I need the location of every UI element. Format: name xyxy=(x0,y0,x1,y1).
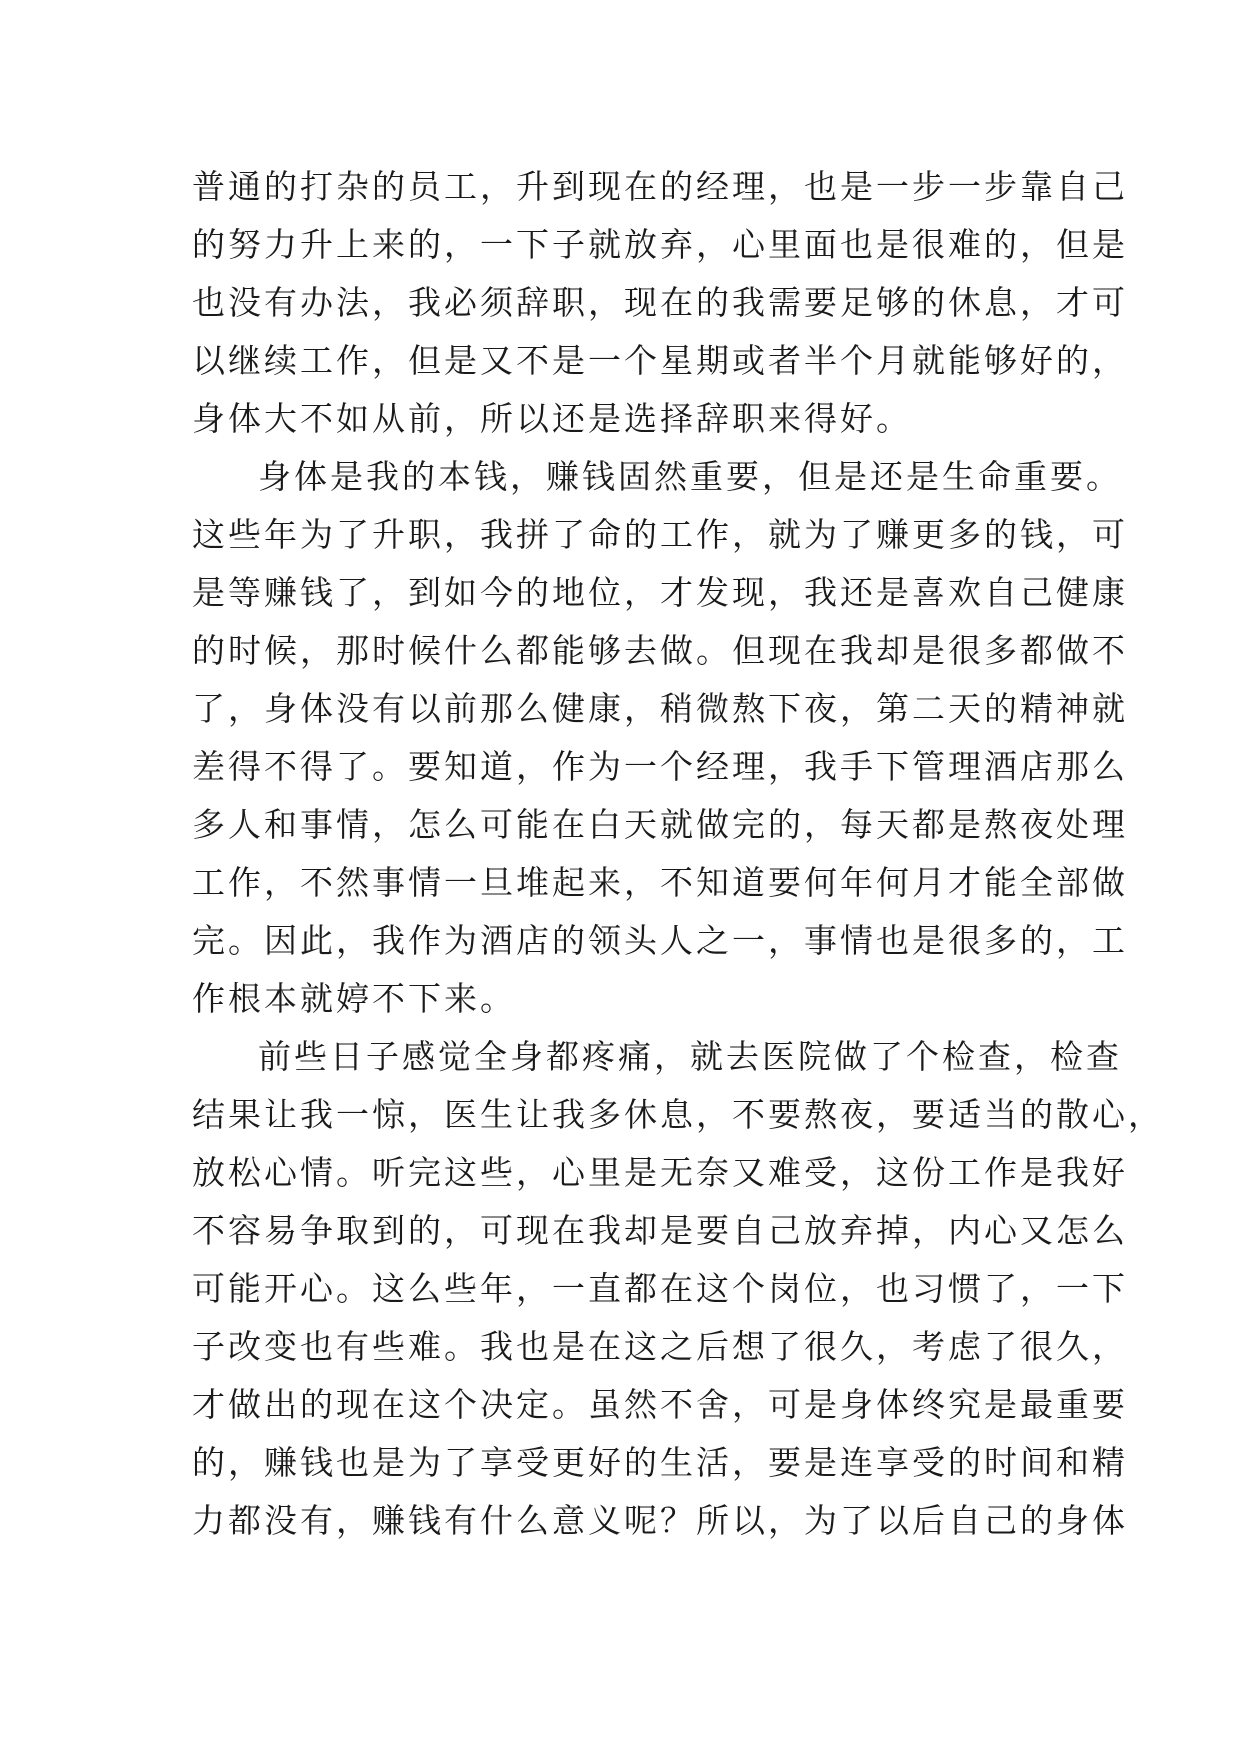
text-line: 是等赚钱了，到如今的地位，才发现，我还是喜欢自己健康 xyxy=(192,573,1128,612)
text-line: 作根本就婷不下来。 xyxy=(192,979,516,1018)
text-line: 身体大不如从前，所以还是选择辞职来得好。 xyxy=(192,399,912,438)
text-line: 这些年为了升职，我拼了命的工作，就为了赚更多的钱，可 xyxy=(192,515,1128,554)
text-line: 放松心情。听完这些，心里是无奈又难受，这份工作是我好 xyxy=(192,1153,1128,1192)
document-body xyxy=(192,158,1164,1550)
text-line: 子改变也有些难。我也是在这之后想了很久，考虑了很久， xyxy=(192,1327,1128,1366)
text-line: 工作，不然事情一旦堆起来，不知道要何年何月才能全部做 xyxy=(192,863,1128,902)
text-line: 完。因此，我作为酒店的领头人之一，事情也是很多的，工 xyxy=(192,921,1128,960)
text-line: 结果让我一惊，医生让我多休息，不要熬夜，要适当的散心， xyxy=(192,1095,1164,1134)
text-line: 可能开心。这么些年，一直都在这个岗位，也习惯了，一下 xyxy=(192,1269,1128,1308)
text-line: 以继续工作，但是又不是一个星期或者半个月就能够好的， xyxy=(192,341,1128,380)
text-line: 力都没有，赚钱有什么意义呢？所以，为了以后自己的身体 xyxy=(192,1501,1128,1540)
paragraph-start-line: 身体是我的本钱，赚钱固然重要，但是还是生命重要。 xyxy=(258,457,1122,496)
text-line: 的时候，那时候什么都能够去做。但现在我却是很多都做不 xyxy=(192,631,1128,670)
text-line: 了，身体没有以前那么健康，稍微熬下夜，第二天的精神就 xyxy=(192,689,1128,728)
text-line: 的努力升上来的，一下子就放弃，心里面也是很难的，但是 xyxy=(192,225,1128,264)
text-line: 才做出的现在这个决定。虽然不舍，可是身体终究是最重要 xyxy=(192,1385,1128,1424)
text-line: 普通的打杂的员工，升到现在的经理，也是一步一步靠自己 xyxy=(192,167,1128,206)
text-line: 差得不得了。要知道，作为一个经理，我手下管理酒店那么 xyxy=(192,747,1128,786)
text-line: 的，赚钱也是为了享受更好的生活，要是连享受的时间和精 xyxy=(192,1443,1128,1482)
text-line: 多人和事情，怎么可能在白天就做完的，每天都是熬夜处理 xyxy=(192,805,1128,844)
paragraph-start-line: 前些日子感觉全身都疼痛，就去医院做了个检查，检查 xyxy=(258,1037,1122,1076)
text-line: 也没有办法，我必须辞职，现在的我需要足够的休息，才可 xyxy=(192,283,1128,322)
text-line: 不容易争取到的，可现在我却是要自己放弃掉，内心又怎么 xyxy=(192,1211,1128,1250)
